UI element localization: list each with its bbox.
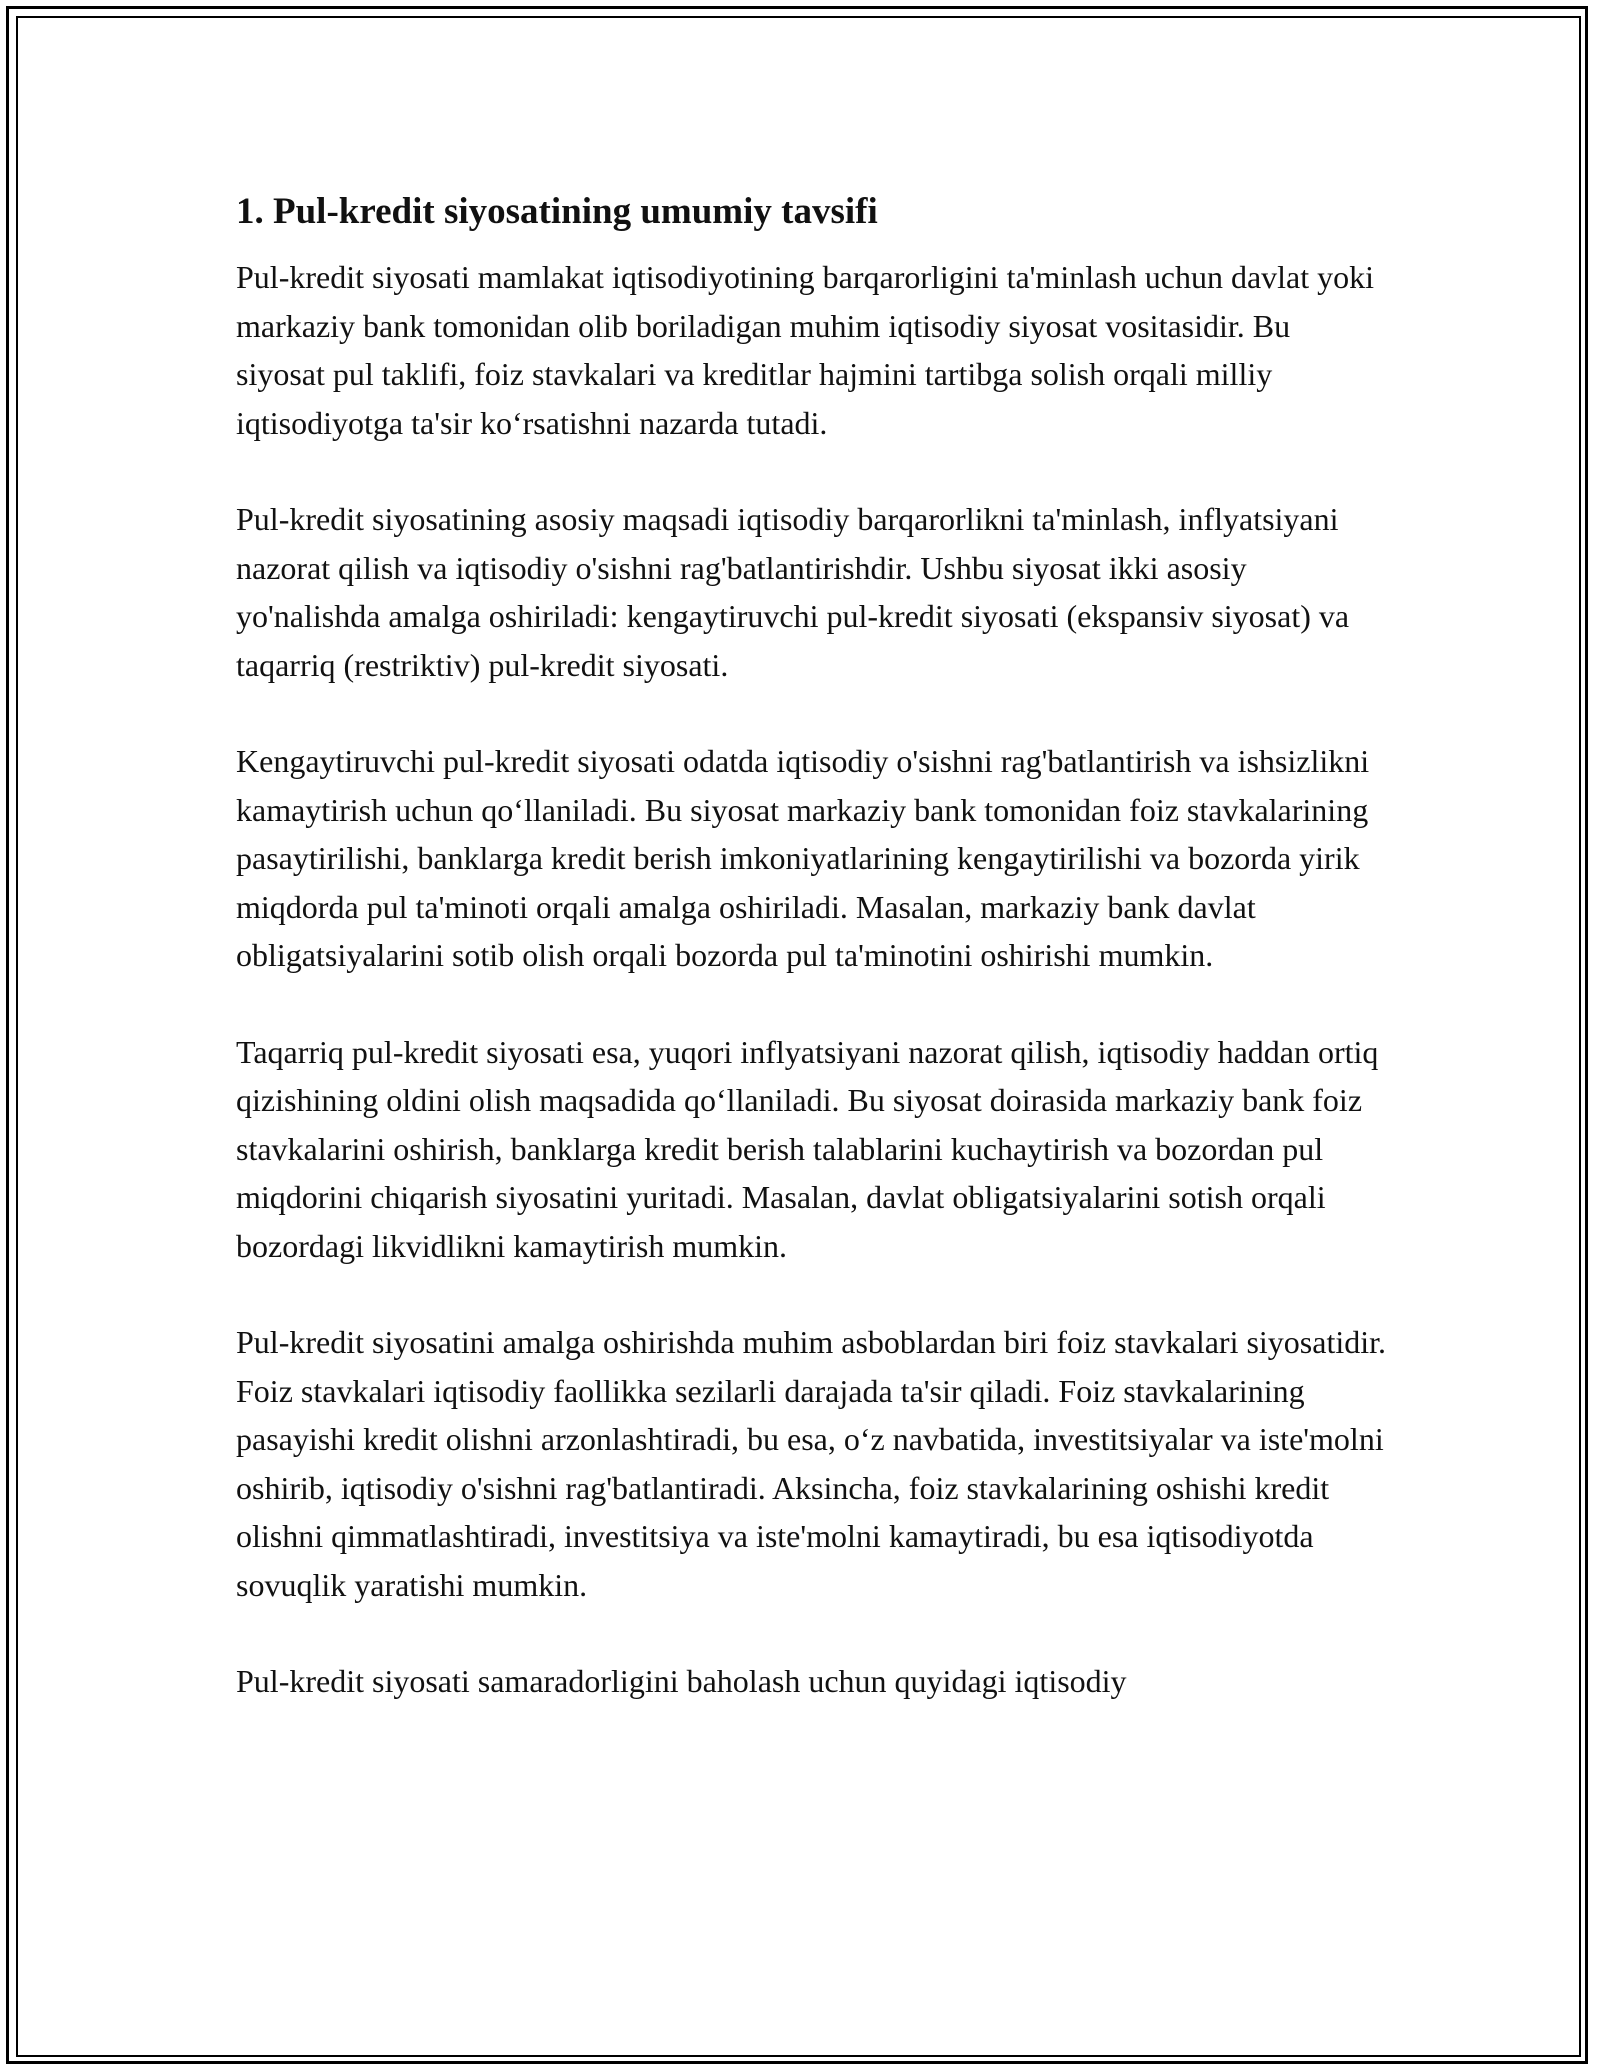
paragraph-restrictive: Taqarriq pul-kredit siyosati esa, yuqori inflyatsiyani nazorat qilish, iqtisodiy haddan ortiq qizishining oldini olish maqsadida qoʻllaniladi. Bu siyosat doirasida markaziy bank foiz stavkalarini oshirish, banklarga kredit berish talablarini kuchaytirish va bozordan pul miqdorini chiqarish siyosatini yuritadi. Masalan, davlat obligatsiyalarini sotish orqali bozordagi likvidlikni kamaytirish mumkin. bbox=[236, 1033, 1379, 1264]
section-heading: 1. Pul-kredit siyosatining umumiy tavsifi bbox=[236, 191, 878, 232]
paragraph-goals: Pul-kredit siyosatining asosiy maqsadi iqtisodiy barqarorlikni ta'minlash, inflyatsiyani nazorat qilish va iqtisodiy o'sishni rag'batlantirishdir. Ushbu siyosat ikki asosiy yo'nalishda amalga oshiriladi: kengaytiruvchi pul-kredit siyosati (ekspansiv siyosat) va taqarriq (restriktiv) pul-kredit siyosati. bbox=[236, 501, 1350, 683]
paragraph-interest-rates: Pul-kredit siyosatini amalga oshirishda muhim asboblardan biri foiz stavkalari siyosatidir. Foiz stavkalari iqtisodiy faollikka sezilarli darajada ta'sir qiladi. Foiz stavkalarining pasayishi kredit olishni arzonlashtiradi, bu esa, oʻz navbatida, investitsiyalar va iste'molni oshirib, iqtisodiy o'sishni rag'batlantiradi. Aksincha, foiz stavkalarining oshishi kredit olishni qimmatlashtiradi, investitsiya va iste'molni kamaytiradi, bu esa iqtisodiyotda sovuqlik yaratishi mumkin. bbox=[236, 1324, 1387, 1603]
paragraph-expansionary: Kengaytiruvchi pul-kredit siyosati odatda iqtisodiy o'sishni rag'batlantirish va ishsizlikni kamaytirish uchun qoʻllaniladi. Bu siyosat markaziy bank tomonidan foiz stavkalarining pasaytirilishi, banklarga kredit berish imkoniyatlarining kengaytirilishi va bozorda yirik miqdorda pul ta'minoti orqali amalga oshiriladi. Masalan, markaziy bank davlat obligatsiyalarini sotib olish orqali bozorda pul ta'minotini oshirishi mumkin. bbox=[236, 743, 1370, 973]
document-body bbox=[236, 188, 1386, 1754]
paragraph-evaluation: Pul-kredit siyosati samaradorligini baholash uchun quyidagi iqtisodiy bbox=[236, 1663, 1127, 1699]
paragraph-intro: Pul-kredit siyosati mamlakat iqtisodiyotining barqarorligini ta'minlash uchun davlat yoki markaziy bank tomonidan olib boriladigan muhim iqtisodiy siyosat vositasidir. Bu siyosat pul taklifi, foiz stavkalari va kreditlar hajmini tartibga solish orqali milliy iqtisodiyotga ta'sir koʻrsatishni nazarda tutadi. bbox=[236, 259, 1375, 441]
